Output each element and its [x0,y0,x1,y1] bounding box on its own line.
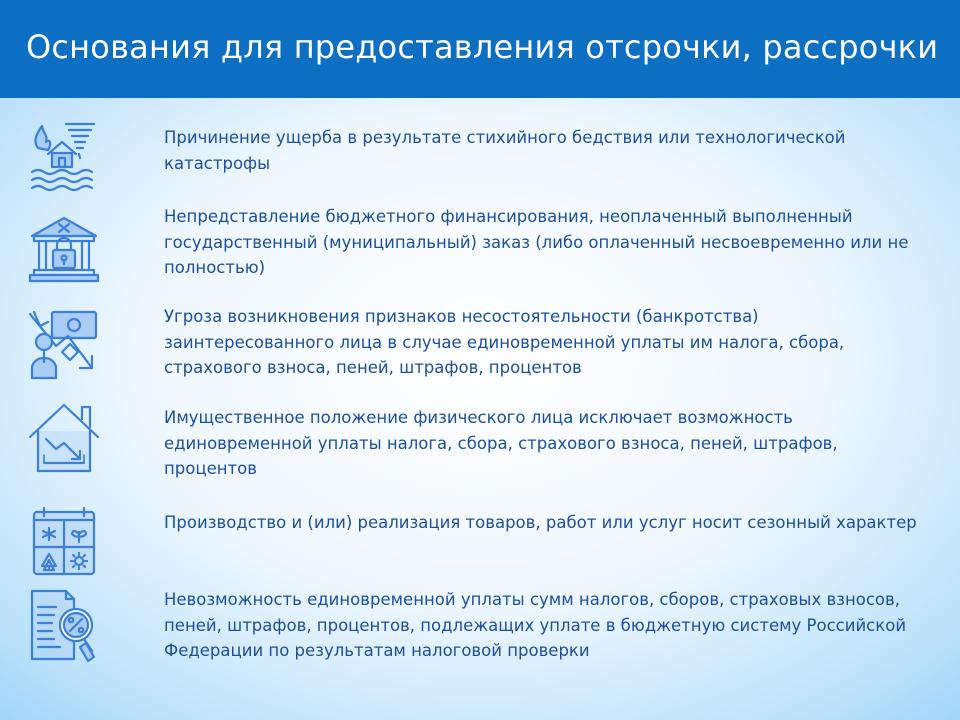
item-text: Имущественное положение физического лица исключает возможность единовременной уплаты налога, сбора, страхового взноса, пеней, штрафов, процентов [164,408,838,478]
tax-audit-icon [26,587,102,663]
item-text: Производство и (или) реализация товаров, работ или услуг носит сезонный характер [164,513,917,532]
bankruptcy-icon [26,306,102,382]
bank-locked-icon [26,210,102,286]
natural-disaster-icon [26,118,102,194]
item-text: Угроза возникновения признаков несостоятельности (банкротства) заинтересованного лица в случае единовременной уплаты им налога, сбора, страхового взноса, пеней, штрафов, процентов [164,307,845,377]
seasons-calendar-icon [26,504,102,580]
property-decline-icon [26,399,102,475]
header-bar [0,0,960,98]
item-text: Невозможность единовременной уплаты сумм налогов, сборов, страховых взносов, пеней, штрафов, процентов, подлежащих уплате в бюджетную систему Российской Федерации по результатам налоговой проверки [164,590,907,660]
item-text: Причинение ущерба в результате стихийного бедствия или технологической катастрофы [164,128,846,173]
item-text: Непредставление бюджетного финансирования, неоплаченный выполненный государственный (муниципальный) заказ (либо оплаченный несвоевременно или не полностью) [164,207,909,277]
page-title: Основания для предоставления отсрочки, рассрочки [26,28,939,66]
